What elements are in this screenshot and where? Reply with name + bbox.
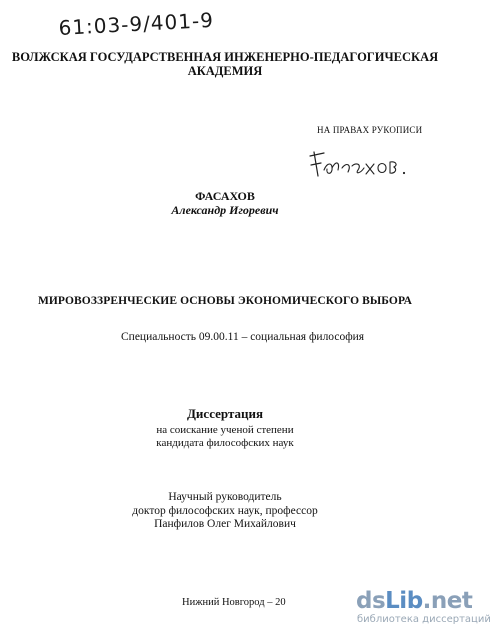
watermark-subtitle: библиотека диссертаций: [357, 614, 491, 625]
degree-purpose: [0, 424, 450, 450]
logo-net: .net: [422, 588, 473, 614]
author-surname: ФАСАХОВ: [195, 189, 255, 203]
specialty-line: Специальность 09.00.11 – социальная философия: [121, 331, 365, 343]
supervisor-label: Научный руководитель: [168, 491, 282, 503]
institution-line-1: ВОЛЖСКАЯ ГОСУДАРСТВЕННАЯ ИНЖЕНЕРНО-ПЕДАГОГИЧЕСКАЯ: [11, 50, 439, 64]
supervisor-degree: доктор философских наук, профессор: [132, 504, 318, 517]
signature-scribble: [308, 140, 420, 184]
institution-name: [0, 50, 450, 78]
handwritten-catalog-code: 61:03-9/401-9: [58, 7, 215, 40]
dslib-watermark[interactable]: [356, 588, 491, 626]
logo-lib: Lib: [385, 588, 423, 614]
institution-line-2: АКАДЕМИЯ: [187, 64, 263, 78]
degree-purpose-line-1: на соискание ученой степени: [156, 424, 294, 436]
dslib-logo: [356, 588, 491, 614]
supervisor-block: [0, 491, 450, 532]
degree-purpose-line-2: кандидата философских наук: [156, 437, 294, 449]
logo-ds: ds: [356, 588, 386, 614]
manuscript-rights-label: НА ПРАВАХ РУКОПИСИ: [317, 125, 423, 135]
place-and-year: Нижний Новгород – 20: [182, 597, 286, 608]
author-signature: [308, 140, 420, 189]
document-type: Диссертация: [186, 406, 264, 421]
author-full-name: Александр Игоревич: [171, 203, 279, 217]
supervisor-name: Панфилов Олег Михайлович: [154, 518, 296, 530]
dissertation-title: МИРОВОЗЗРЕНЧЕСКИЕ ОСНОВЫ ЭКОНОМИЧЕСКОГО ВЫБОРА: [37, 295, 413, 307]
